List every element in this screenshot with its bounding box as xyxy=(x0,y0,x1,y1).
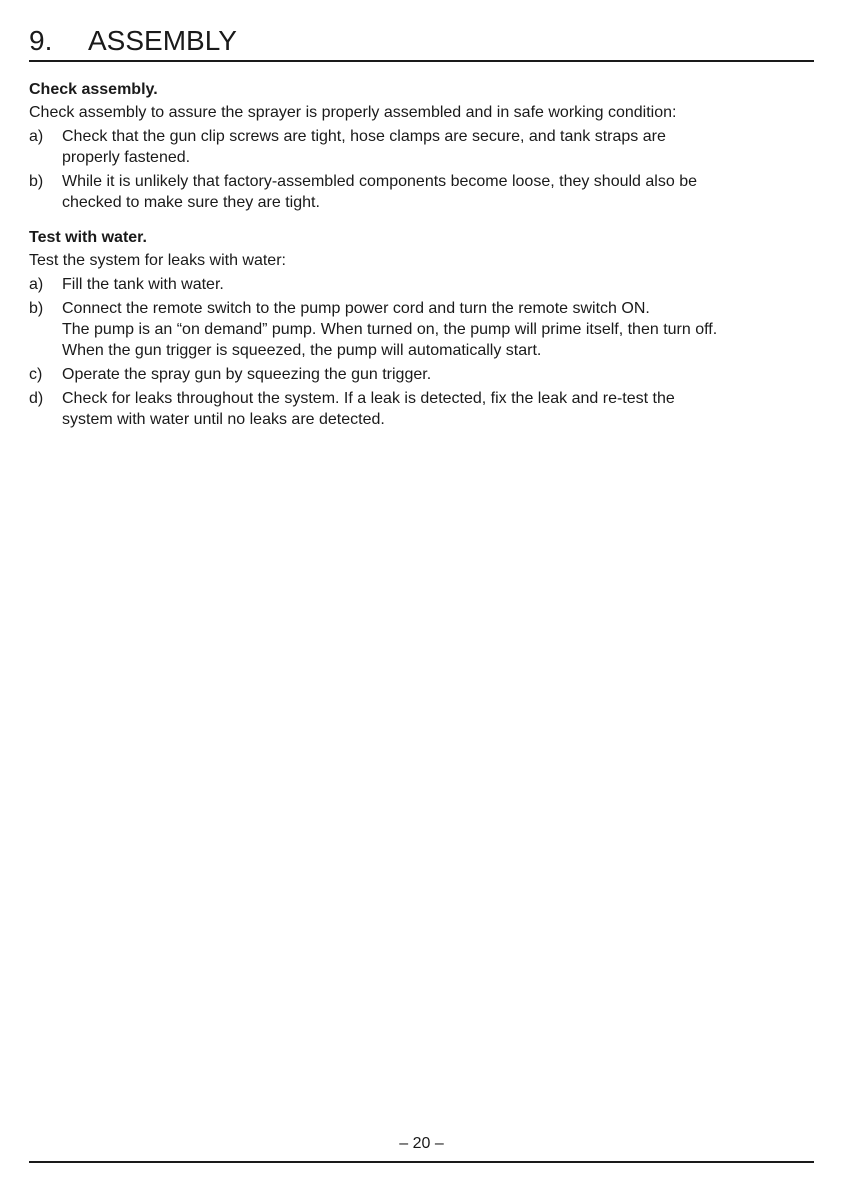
list-item xyxy=(29,298,814,361)
list-item xyxy=(29,126,814,168)
section-intro: Test the system for leaks with water: xyxy=(29,252,286,269)
page-heading xyxy=(29,24,814,62)
section-intro: Check assembly to assure the sprayer is properly assembled and in safe working condition: xyxy=(29,104,677,121)
heading-number: 9. xyxy=(29,25,53,56)
list-item-text xyxy=(62,274,814,295)
page-number: – 20 – xyxy=(399,1135,444,1152)
section-title: Check assembly. xyxy=(29,81,158,98)
list-item-text xyxy=(62,298,814,361)
page-footer xyxy=(29,1133,814,1163)
list-item-line: Connect the remote switch to the pump power cord and turn the remote switch ON. xyxy=(62,300,650,317)
list-item-marker: d) xyxy=(29,390,44,407)
list-item-line: When the gun trigger is squeezed, the pump will automatically start. xyxy=(62,342,542,359)
list-item xyxy=(29,364,814,385)
list-item-line: Fill the tank with water. xyxy=(62,276,224,293)
list-item-text xyxy=(62,388,814,430)
list-item-text xyxy=(62,171,814,213)
list-item-line: Check for leaks throughout the system. If a leak is detected, fix the leak and re-test the xyxy=(62,390,675,407)
section-test-with-water xyxy=(29,227,814,430)
section-title: Test with water. xyxy=(29,229,147,246)
list-item-line: Check that the gun clip screws are tight, hose clamps are secure, and tank straps are xyxy=(62,128,666,145)
page-content xyxy=(29,79,814,433)
list-item-line: system with water until no leaks are detected. xyxy=(62,411,385,428)
list-item-text xyxy=(62,364,814,385)
list-item-marker: c) xyxy=(29,366,43,383)
list-item-marker: b) xyxy=(29,173,44,190)
list-item xyxy=(29,171,814,213)
heading-title: ASSEMBLY xyxy=(88,25,237,56)
list-item-line: The pump is an “on demand” pump. When turned on, the pump will prime itself, then turn off. xyxy=(62,321,718,338)
list-item xyxy=(29,274,814,295)
section-check-assembly xyxy=(29,79,814,213)
list-item-marker: b) xyxy=(29,300,44,317)
list-item-marker: a) xyxy=(29,276,44,293)
section-gap xyxy=(29,216,814,227)
list-item-line: While it is unlikely that factory-assembled components become loose, they should also be xyxy=(62,173,697,190)
list-item-marker: a) xyxy=(29,128,44,145)
list-item-text xyxy=(62,126,814,168)
list-item-line: Operate the spray gun by squeezing the gun trigger. xyxy=(62,366,432,383)
list-item xyxy=(29,388,814,430)
list-item-line: properly fastened. xyxy=(62,149,191,166)
list-item-line: checked to make sure they are tight. xyxy=(62,194,320,211)
